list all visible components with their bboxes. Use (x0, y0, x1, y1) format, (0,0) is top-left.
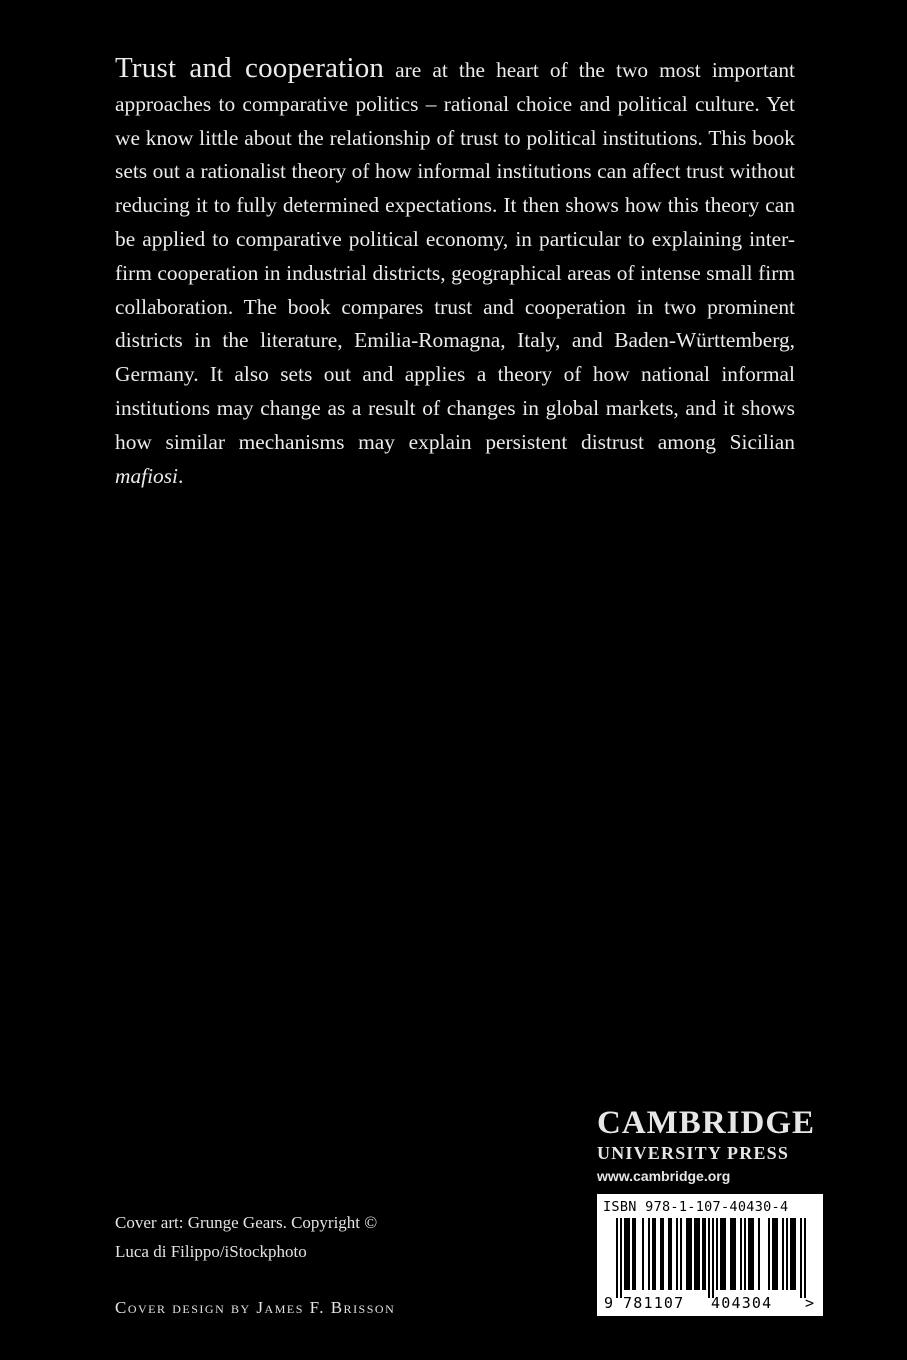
barcode-bar (686, 1218, 688, 1290)
isbn-barcode (597, 1194, 823, 1316)
cover-design-credit: Cover design by James F. Brisson (115, 1298, 396, 1317)
publisher-url: www.cambridge.org (597, 1168, 731, 1184)
barcode-guard-bar (616, 1218, 618, 1298)
barcode-bar (734, 1218, 736, 1290)
barcode-bar (648, 1218, 650, 1290)
barcode-bar (776, 1218, 778, 1290)
barcode-bar (654, 1218, 656, 1290)
barcode-bar (690, 1218, 692, 1290)
barcode-left-digits: 781107 (623, 1294, 685, 1312)
blurb-end: . (178, 463, 184, 488)
barcode-bar (688, 1218, 690, 1290)
barcode-bar (722, 1218, 724, 1290)
barcode-bar (758, 1218, 760, 1290)
barcode-bar (680, 1218, 682, 1290)
barcode-bar (730, 1218, 732, 1290)
barcode-bar (744, 1218, 746, 1290)
barcode-bar (676, 1218, 678, 1290)
barcode-bar (670, 1218, 672, 1290)
barcode-bar (626, 1218, 628, 1290)
barcode-bar (792, 1218, 794, 1290)
barcode-bar (698, 1218, 700, 1290)
barcode-bar (772, 1218, 774, 1290)
barcode-bar (782, 1218, 784, 1290)
isbn-label: ISBN 978-1-107-40430-4 (603, 1199, 789, 1215)
barcode-bar (702, 1218, 704, 1290)
barcode-bar (632, 1218, 634, 1290)
barcode-bar (628, 1218, 630, 1290)
blurb-italic-word: mafiosi (115, 463, 178, 488)
barcode-bar (790, 1218, 792, 1290)
barcode-quiet-mark: > (805, 1294, 815, 1312)
barcode-bar (660, 1218, 662, 1290)
barcode-bar (704, 1218, 706, 1290)
barcode-bar (668, 1218, 670, 1290)
barcode-bar (740, 1218, 742, 1290)
barcode-bar (634, 1218, 636, 1290)
barcode-first-digit: 9 (604, 1294, 614, 1312)
barcode-bar (642, 1218, 644, 1290)
barcode-bar (768, 1218, 770, 1290)
blurb-lead: Trust and cooperation (115, 52, 385, 84)
barcode-guard-bar (800, 1218, 802, 1298)
cover-art-credit-line1: Cover art: Grunge Gears. Copyright © (115, 1213, 378, 1232)
barcode-guard-bar (708, 1218, 710, 1298)
barcode-bar (732, 1218, 734, 1290)
barcode-bar (720, 1218, 722, 1290)
barcode-bar (794, 1218, 796, 1290)
barcode-bar (724, 1218, 726, 1290)
barcode-bar (696, 1218, 698, 1290)
barcode-bar (716, 1218, 718, 1290)
barcode-bar (786, 1218, 788, 1290)
barcode-bar (624, 1218, 626, 1290)
publisher-subtitle: UNIVERSITY PRESS (597, 1143, 790, 1163)
barcode-guard-bar (620, 1218, 622, 1298)
barcode-image (603, 1218, 817, 1312)
cover-art-credit-line2: Luca di Filippo/iStockphoto (115, 1242, 307, 1261)
barcode-bar (694, 1218, 696, 1290)
barcode-bars (616, 1218, 806, 1298)
cover-art-credit (115, 1208, 377, 1266)
barcode-right-digits: 404304 (711, 1294, 773, 1312)
publisher-name: CAMBRIDGE (597, 1105, 816, 1141)
barcode-bar (748, 1218, 750, 1290)
barcode-bar (752, 1218, 754, 1290)
publisher-logo (597, 1105, 827, 1186)
barcode-bar (750, 1218, 752, 1290)
barcode-bar (652, 1218, 654, 1290)
barcode-guard-bar (712, 1218, 714, 1298)
barcode-bar (774, 1218, 776, 1290)
blurb-body: are at the heart of the two most important approaches to comparative politics – rational choice and political culture. Yet we know little about the relationship of trust to political institutions. This book sets out a rationalist theory of how informal institutions can affect trust without reducing it to fully determined expectations. It then shows how this theory can be applied to comparative political economy, in particular to explaining inter-firm cooperation in industrial districts, geographical areas of intense small firm collaboration. The book compares trust and cooperation in two prominent districts in the literature, Emilia-Romagna, Italy, and Baden-Württemberg, Germany. It also sets out and applies a theory of how national informal institutions may change as a result of changes in global markets, and it shows how similar mechanisms may explain persistent distrust among Sicilian (115, 58, 795, 454)
barcode-bar (662, 1218, 664, 1290)
barcode-guard-bar (804, 1218, 806, 1298)
back-cover-blurb (115, 52, 795, 493)
